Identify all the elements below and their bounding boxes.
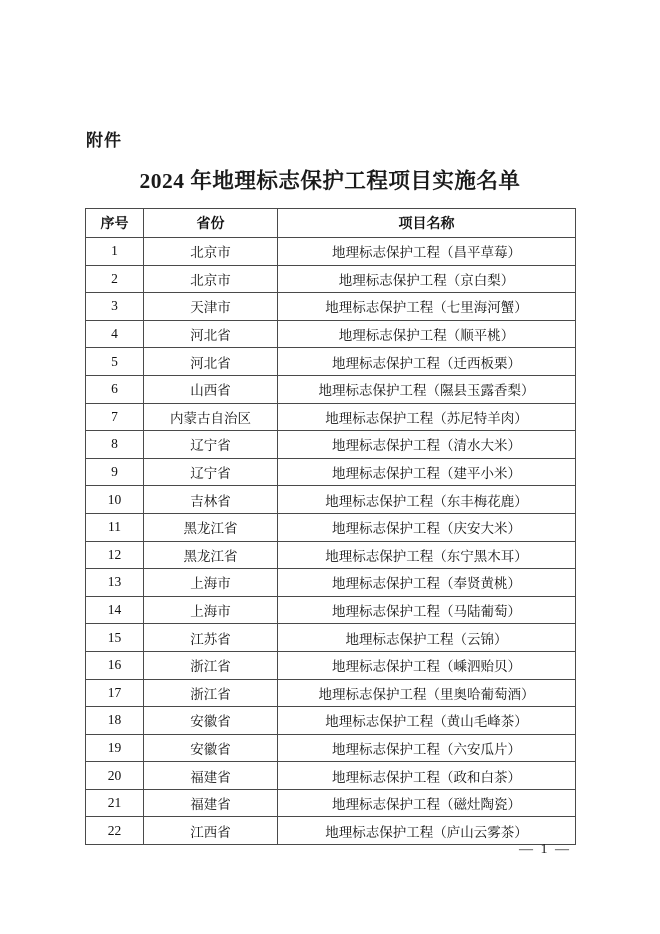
table-row: [86, 458, 576, 486]
table-row: [86, 238, 576, 266]
table-row: [86, 569, 576, 597]
cell-province: 浙江省: [144, 679, 278, 707]
cell-project-name: 地理标志保护工程（黄山毛峰茶）: [278, 707, 576, 735]
column-header-no: 序号: [86, 209, 144, 238]
cell-project-name: 地理标志保护工程（东丰梅花鹿）: [278, 486, 576, 514]
cell-project-name: 地理标志保护工程（马陆葡萄）: [278, 596, 576, 624]
cell-project-name: 地理标志保护工程（顺平桃）: [278, 320, 576, 348]
cell-no: 10: [86, 486, 144, 514]
cell-project-name: 地理标志保护工程（迁西板栗）: [278, 348, 576, 376]
cell-no: 9: [86, 458, 144, 486]
cell-no: 15: [86, 624, 144, 652]
cell-no: 13: [86, 569, 144, 597]
cell-project-name: 地理标志保护工程（清水大米）: [278, 431, 576, 459]
cell-no: 18: [86, 707, 144, 735]
page-number: — 1 —: [519, 842, 571, 857]
table-row: [86, 513, 576, 541]
cell-province: 江苏省: [144, 624, 278, 652]
cell-province: 江西省: [144, 817, 278, 845]
cell-no: 1: [86, 238, 144, 266]
table-row: [86, 375, 576, 403]
column-header-project: 项目名称: [278, 209, 576, 238]
cell-no: 2: [86, 265, 144, 293]
cell-no: 12: [86, 541, 144, 569]
cell-province: 北京市: [144, 265, 278, 293]
cell-project-name: 地理标志保护工程（里奥哈葡萄酒）: [278, 679, 576, 707]
table-row: [86, 734, 576, 762]
cell-project-name: 地理标志保护工程（昌平草莓）: [278, 238, 576, 266]
table-row: [86, 789, 576, 817]
table-row: [86, 707, 576, 735]
cell-province: 北京市: [144, 238, 278, 266]
cell-province: 辽宁省: [144, 431, 278, 459]
cell-project-name: 地理标志保护工程（云锦）: [278, 624, 576, 652]
table-row: [86, 541, 576, 569]
table-row: [86, 348, 576, 376]
cell-province: 辽宁省: [144, 458, 278, 486]
table-row: [86, 431, 576, 459]
cell-province: 安徽省: [144, 707, 278, 735]
cell-no: 20: [86, 762, 144, 790]
cell-province: 河北省: [144, 348, 278, 376]
cell-province: 吉林省: [144, 486, 278, 514]
cell-project-name: 地理标志保护工程（隰县玉露香梨）: [278, 375, 576, 403]
table-row: [86, 596, 576, 624]
cell-project-name: 地理标志保护工程（东宁黑木耳）: [278, 541, 576, 569]
cell-province: 上海市: [144, 569, 278, 597]
cell-no: 19: [86, 734, 144, 762]
table-row: [86, 762, 576, 790]
cell-no: 14: [86, 596, 144, 624]
cell-no: 3: [86, 293, 144, 321]
cell-province: 福建省: [144, 762, 278, 790]
cell-no: 16: [86, 651, 144, 679]
table-row: [86, 624, 576, 652]
cell-project-name: 地理标志保护工程（磁灶陶瓷）: [278, 789, 576, 817]
cell-project-name: 地理标志保护工程（六安瓜片）: [278, 734, 576, 762]
cell-no: 11: [86, 513, 144, 541]
cell-no: 4: [86, 320, 144, 348]
table-row: [86, 403, 576, 431]
cell-project-name: 地理标志保护工程（政和白茶）: [278, 762, 576, 790]
table-row: [86, 265, 576, 293]
cell-no: 7: [86, 403, 144, 431]
cell-project-name: 地理标志保护工程（奉贤黄桃）: [278, 569, 576, 597]
cell-no: 22: [86, 817, 144, 845]
cell-province: 福建省: [144, 789, 278, 817]
project-list-table: [85, 208, 576, 845]
cell-no: 5: [86, 348, 144, 376]
cell-province: 山西省: [144, 375, 278, 403]
column-header-province: 省份: [144, 209, 278, 238]
cell-no: 8: [86, 431, 144, 459]
cell-province: 浙江省: [144, 651, 278, 679]
cell-province: 黑龙江省: [144, 513, 278, 541]
cell-province: 内蒙古自治区: [144, 403, 278, 431]
cell-province: 天津市: [144, 293, 278, 321]
cell-no: 6: [86, 375, 144, 403]
table-row: [86, 320, 576, 348]
cell-project-name: 地理标志保护工程（庐山云雾茶）: [278, 817, 576, 845]
cell-no: 21: [86, 789, 144, 817]
cell-project-name: 地理标志保护工程（七里海河蟹）: [278, 293, 576, 321]
table-row: [86, 817, 576, 845]
cell-province: 黑龙江省: [144, 541, 278, 569]
cell-project-name: 地理标志保护工程（庆安大米）: [278, 513, 576, 541]
cell-no: 17: [86, 679, 144, 707]
page-title: 2024 年地理标志保护工程项目实施名单: [139, 169, 521, 193]
cell-province: 安徽省: [144, 734, 278, 762]
cell-project-name: 地理标志保护工程（苏尼特羊肉）: [278, 403, 576, 431]
cell-province: 上海市: [144, 596, 278, 624]
table-row: [86, 679, 576, 707]
table-row: [86, 486, 576, 514]
table-row: [86, 651, 576, 679]
cell-project-name: 地理标志保护工程（建平小米）: [278, 458, 576, 486]
cell-province: 河北省: [144, 320, 278, 348]
cell-project-name: 地理标志保护工程（京白梨）: [278, 265, 576, 293]
cell-project-name: 地理标志保护工程（嵊泗贻贝）: [278, 651, 576, 679]
table-row: [86, 293, 576, 321]
attachment-label: 附件: [86, 131, 122, 150]
table-header-row: [86, 209, 576, 238]
